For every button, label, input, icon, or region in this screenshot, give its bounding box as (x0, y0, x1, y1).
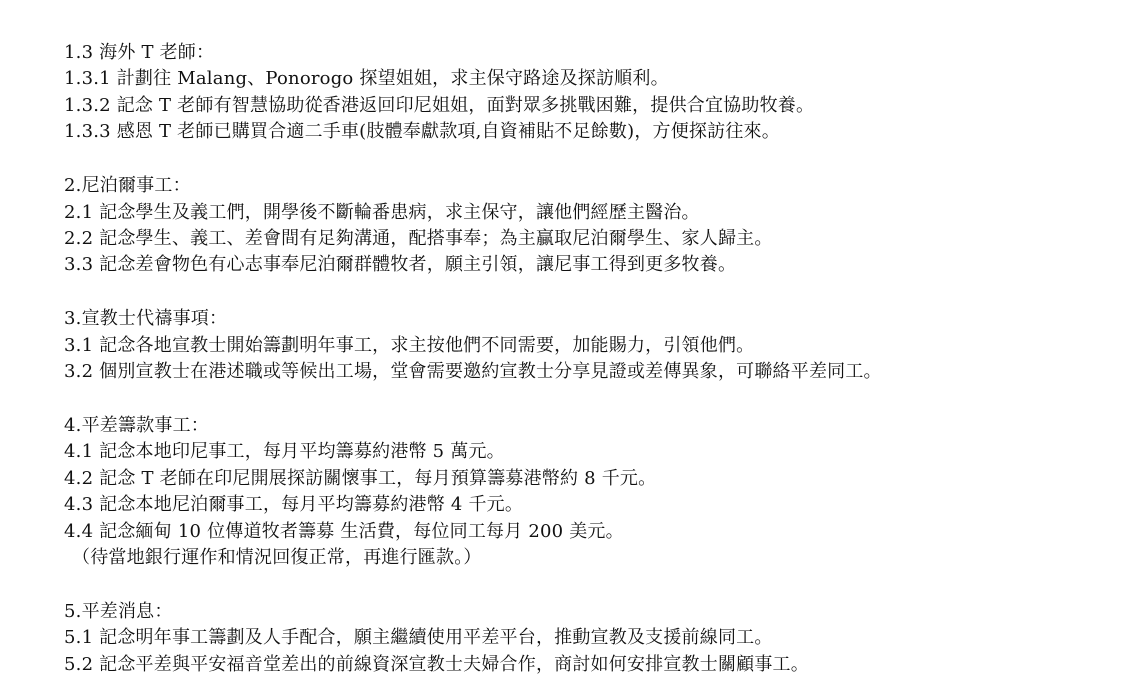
list-item: 5.1 記念明年事工籌劃及人手配合，願主繼續使用平差平台，推動宣教及支援前線同工。 (64, 627, 773, 649)
list-item: 3.1 記念各地宣教士開始籌劃明年事工，求主按他們不同需要，加能賜力，引領他們。 (64, 334, 755, 356)
spacer (64, 571, 1104, 599)
spacer (64, 385, 1104, 413)
section-heading: 2.尼泊爾事工： (64, 175, 191, 197)
note-text: （待當地銀行運作和情況回復正常，再進行匯款。） (72, 547, 482, 569)
list-item: 1.3.2 記念 T 老師有智慧協助從香港返回印尼姐姐，面對眾多挑戰困難，提供合宜協助牧養。 (64, 94, 815, 116)
section-heading: 1.3 海外 T 老師： (64, 41, 215, 63)
list-item: 3.2 個別宣教士在港述職或等候出工場，堂會需要邀約宣教士分享見證或差傳異象，可聯絡平差同工。 (64, 361, 882, 383)
list-item: 2.2 記念學生、義工、差會間有足夠溝通，配搭事奉；為主贏取尼泊爾學生、家人歸主。 (64, 227, 773, 249)
spacer (64, 12, 1104, 40)
list-item: 1.3.1 計劃往 Malang、Ponorogo 探望姐姐，求主保守路途及探訪順利。 (64, 68, 669, 90)
list-item: 3.3 記念差會物色有心志事奉尼泊爾群體牧者，願主引領，讓尼事工得到更多牧養。 (64, 254, 737, 276)
section-nepal-ministry (64, 173, 1104, 279)
section-news (64, 599, 1104, 678)
document-page (64, 0, 1104, 678)
spacer (64, 279, 1104, 307)
list-item: 5.2 記念平差與平安福音堂差出的前線資深宣教士夫婦合作，商討如何安排宣教士關顧事工。 (64, 653, 809, 675)
list-item: 4.3 記念本地尼泊爾事工，每月平均籌募約港幣 4 千元。 (64, 494, 524, 516)
list-item: 1.3.3 感恩 T 老師已購買合適二手車(肢體奉獻款項,自資補貼不足餘數)，方便探訪往來。 (64, 121, 780, 143)
spacer (64, 146, 1104, 174)
list-item: 4.2 記念 T 老師在印尼開展探訪關懷事工，每月預算籌募港幣約 8 千元。 (64, 467, 657, 489)
cut-off-line (64, 0, 1104, 12)
list-item: 4.4 記念緬甸 10 位傳道牧者籌募 生活費，每位同工每月 200 美元。 (64, 520, 624, 542)
list-item: 4.1 記念本地印尼事工，每月平均籌募約港幣 5 萬元。 (64, 441, 505, 463)
section-fundraising (64, 413, 1104, 571)
section-heading: 3.宣教士代禱事項： (64, 308, 228, 330)
section-heading: 4.平差籌款事工： (64, 415, 209, 437)
section-overseas-teacher (64, 40, 1104, 146)
list-item: 2.1 記念學生及義工們，開學後不斷輪番患病，求主保守，讓他們經歷主醫治。 (64, 201, 700, 223)
section-heading: 5.平差消息： (64, 601, 173, 622)
section-missionary-prayer (64, 306, 1104, 385)
